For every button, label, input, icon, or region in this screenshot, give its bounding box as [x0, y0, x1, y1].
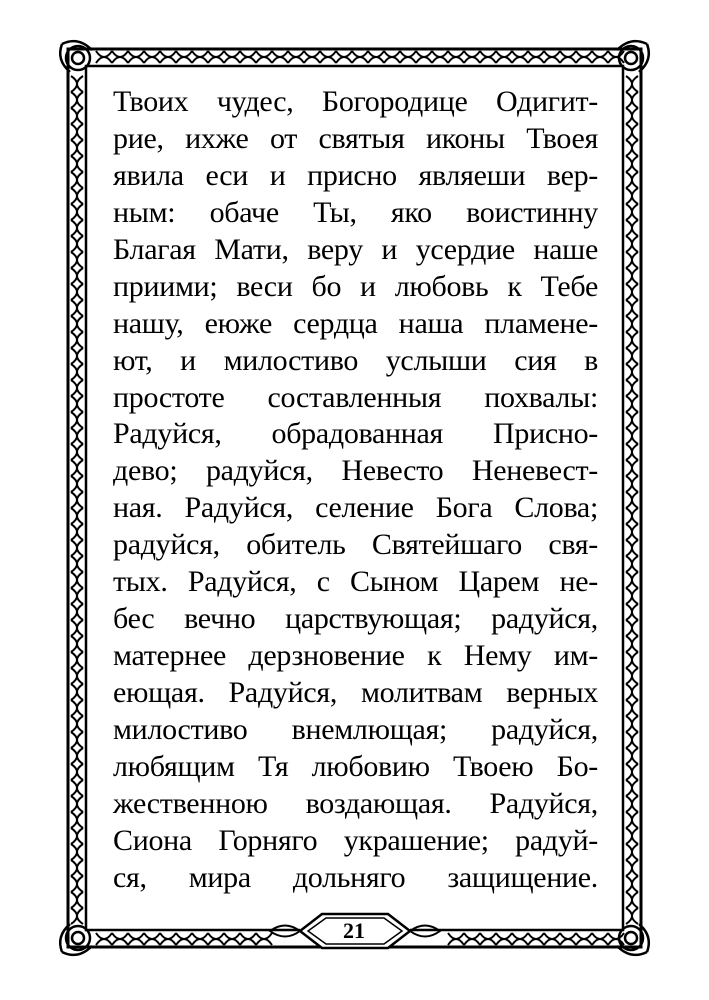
text-line: рие, ихже от святыя иконы Твоея — [113, 121, 598, 155]
text-line: Сиона Горняго украшение; радуй- — [113, 823, 598, 857]
text-line: приими; веси бо и любовь к Тебе — [113, 269, 598, 303]
text-line: Твоих чудес, Богородице Одигит- — [113, 85, 598, 118]
text-line: нашу, еюже сердца наша пламене- — [113, 306, 598, 340]
text-line: бес вечно царствующая; радуйся, — [113, 602, 598, 636]
text-line: ная. Радуйся, селение Бога Слова; — [113, 491, 598, 525]
page-number: 21 — [343, 918, 365, 943]
prayer-text — [113, 84, 598, 897]
text-line: еющая. Радуйся, молитвам верных — [113, 676, 598, 709]
text-line: ся, мира дольняго защищение. — [113, 860, 598, 894]
text-line: Благая Мати, веру и усердие наше — [113, 232, 598, 266]
text-line: жественною воздающая. Радуйся, — [113, 786, 598, 820]
text-line: милостиво внемлющая; радуйся, — [113, 712, 598, 746]
text-line: тых. Радуйся, с Сыном Царем не- — [113, 565, 598, 599]
text-line: явила еси и присно являеши вер- — [113, 158, 598, 192]
text-line: радуйся, обитель Святейшаго свя- — [113, 528, 598, 562]
text-line: любящим Тя любовию Твоею Бо- — [113, 749, 598, 783]
knot-corner-icon — [60, 41, 92, 72]
text-line: ют, и милостиво услыши сия в — [113, 343, 598, 377]
text-line: дево; радуйся, Невесто Неневест- — [113, 454, 598, 488]
text-line: Радуйся, обрадованная Присно- — [113, 417, 598, 451]
knot-corner-icon — [617, 924, 649, 955]
text-line: ным: обаче Ты, яко воистинну — [113, 195, 598, 229]
text-line: матернее дерзновение к Нему им- — [113, 639, 598, 673]
text-line: простоте составленныя похвалы: — [113, 380, 598, 414]
knot-corner-icon — [60, 924, 92, 955]
knot-corner-icon — [617, 41, 649, 72]
